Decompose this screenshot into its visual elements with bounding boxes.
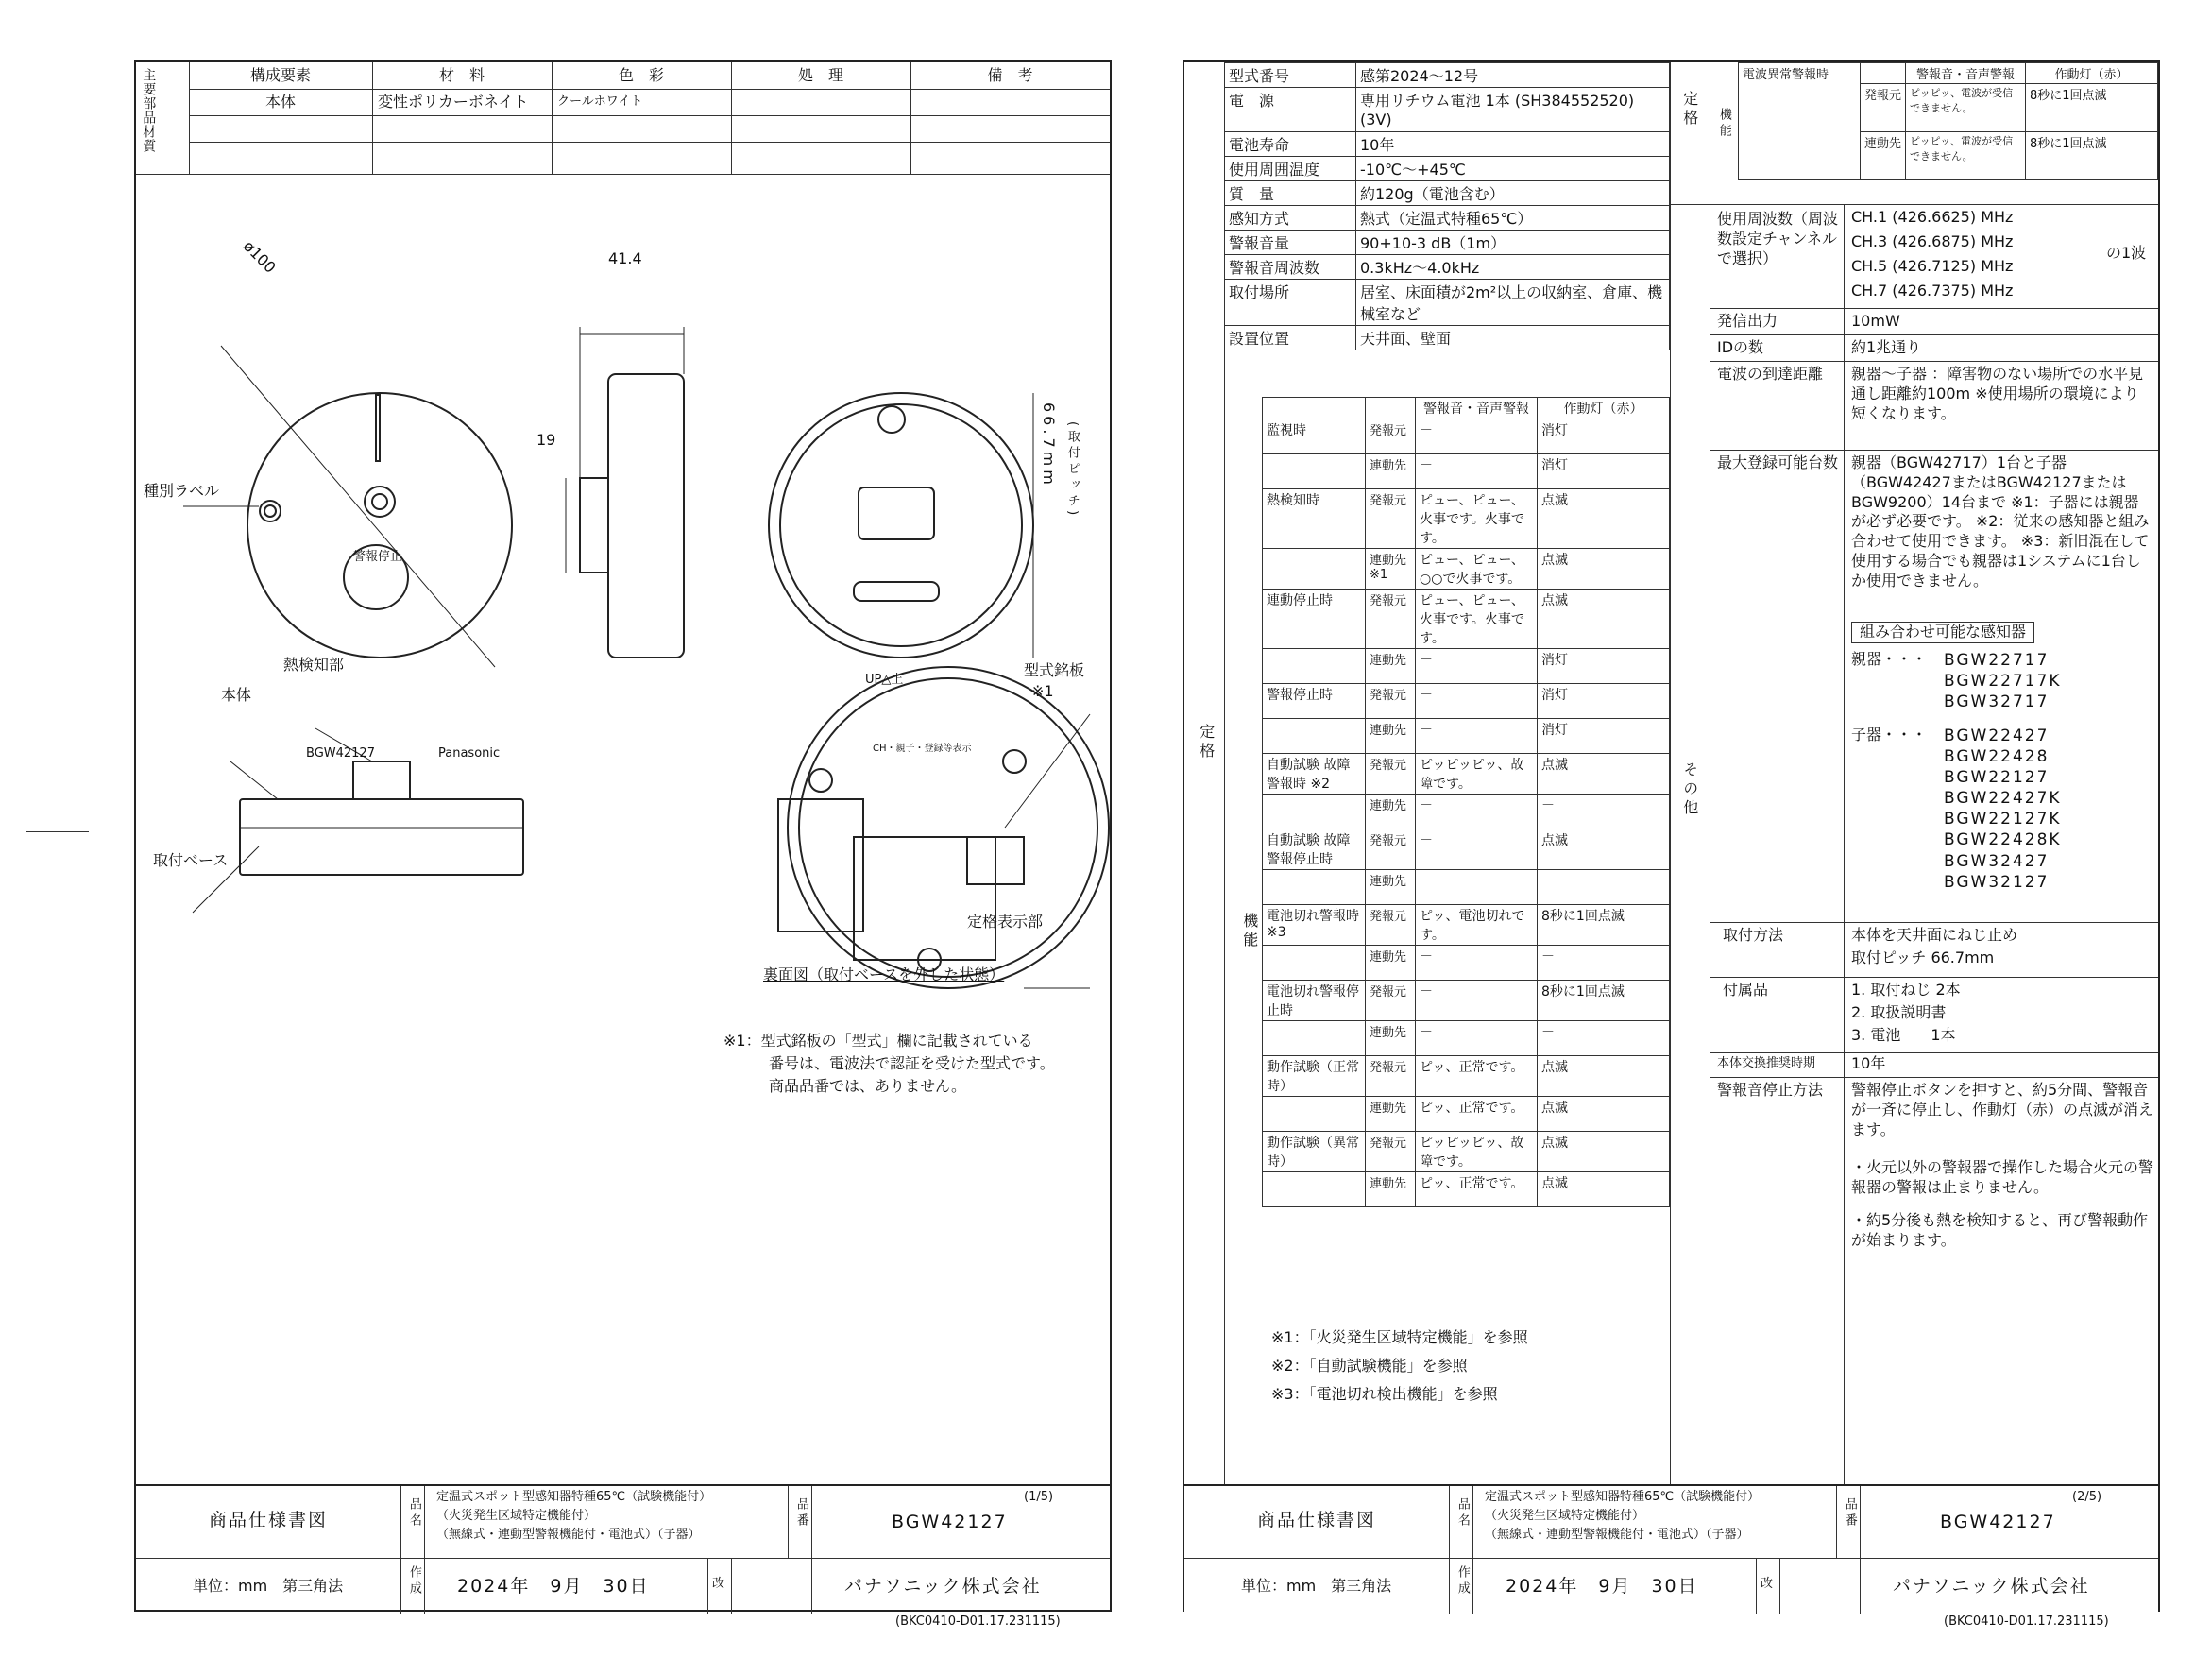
radio-alarm-table <box>1738 62 2158 180</box>
function-sound: ピュー、ピュー、火事です。火事です。 <box>1416 590 1538 649</box>
label-brand: Panasonic <box>438 746 501 761</box>
function-sound: ピッ、電池切れです。 <box>1416 905 1538 946</box>
other-label-1: 発信出力 <box>1717 312 1778 330</box>
row-label: 警報音周波数 <box>1225 255 1356 280</box>
function-name: 自動試験 故障警報停止時 <box>1263 829 1366 870</box>
function-role: 発報元 <box>1366 1056 1416 1097</box>
row-value: 専用リチウム電池 1本 (SH384552520)(3V) <box>1356 88 1670 132</box>
function-name: 自動試験 故障警報時 ※2 <box>1263 754 1366 795</box>
footer-date: 2024年 9月 30日 <box>1506 1576 1698 1597</box>
function-role: 発報元 <box>1366 1132 1416 1172</box>
footer-made-label: 作成 <box>406 1565 421 1598</box>
right-func-label: 機能 <box>1716 108 1731 140</box>
function-lamp: 8秒に1回点滅 <box>1538 905 1670 946</box>
parent-model: BGW22717K <box>1944 672 2062 692</box>
col-remarks: 備 考 <box>987 66 1033 84</box>
margin-mark <box>26 831 89 832</box>
footer-name-1: 定温式スポット型感知器特種65℃（試験機能付） <box>1485 1490 1761 1504</box>
combo-child: 子器・・・ <box>1851 726 1928 744</box>
function-name <box>1263 454 1366 489</box>
cell-body: 本体 <box>264 93 296 111</box>
function-sound: － <box>1416 795 1538 829</box>
replace-value: 10年 <box>1851 1054 1886 1072</box>
function-name <box>1263 549 1366 590</box>
function-role: 連動先 ※1 <box>1366 549 1416 590</box>
rear-view-outline <box>788 667 1109 988</box>
dim-width: 41.4 <box>608 249 642 267</box>
row-value: 天井面、壁面 <box>1356 326 1670 350</box>
note-line-2: 番号は、電波法で認証を受けた型式です。 <box>769 1054 1055 1072</box>
other-value-4: 親器（BGW42717）1台と子器（BGW42427またはBGW42127またはBGW9200）14台まで ※1：子器には親器が必ず必要です。 ※2：従来の感知器と組み合わせて使用できます。 ※3：新旧混在して使用する場合でも親器は1システムに1台しか使用できません。 <box>1851 453 2150 590</box>
row-label: 警報音量 <box>1225 231 1356 255</box>
function-sound: － <box>1416 946 1538 981</box>
material-side-label: 主要部品材質 <box>141 68 157 153</box>
function-role: 発報元 <box>1366 419 1416 454</box>
footer-date: 2024年 9月 30日 <box>457 1576 650 1597</box>
function-lamp: 点滅 <box>1538 754 1670 795</box>
row-value: 感第2024～12号 <box>1356 63 1670 88</box>
side-profile <box>240 799 523 875</box>
other-label-4: 最大登録可能台数 <box>1717 453 1839 471</box>
freq-3: CH.5 (426.7125) MHz <box>1851 257 2014 275</box>
function-name <box>1263 870 1366 905</box>
radio-dst-lamp: 8秒に1回点滅 <box>2026 132 2158 180</box>
mount-1: 本体を天井面にねじ止め <box>1851 926 2018 944</box>
child-model: BGW22127 <box>1944 768 2050 788</box>
col-component: 構成要素 <box>249 66 311 84</box>
fhead-sound: 警報音・音声警報 <box>1416 398 1538 419</box>
function-lamp: 消灯 <box>1538 719 1670 754</box>
function-role: 連動先 <box>1366 1097 1416 1132</box>
function-sound: － <box>1416 419 1538 454</box>
child-list <box>1944 726 2062 893</box>
footer-title: 商品仕様書図 <box>1256 1510 1376 1530</box>
function-role: 発報元 <box>1366 754 1416 795</box>
footer-made-label: 作成 <box>1455 1565 1470 1598</box>
spec-table <box>1224 62 1670 350</box>
function-role: 発報元 <box>1366 829 1416 870</box>
function-sound: － <box>1416 1021 1538 1056</box>
child-model: BGW22427 <box>1944 726 2050 745</box>
other-value-1: 10mW <box>1851 312 1900 330</box>
function-sound: ピュー、ピュー、火事です。火事です。 <box>1416 489 1538 549</box>
note-line-3: 商品品番では、ありません。 <box>769 1077 966 1095</box>
child-model: BGW22428 <box>1944 747 2050 767</box>
function-lamp: 点滅 <box>1538 829 1670 870</box>
col-material: 材 料 <box>438 66 485 84</box>
row-label: 感知方式 <box>1225 206 1356 231</box>
fhead-lamp: 作動灯（赤） <box>1538 398 1670 419</box>
footer-name-1: 定温式スポット型感知器特種65℃（試験機能付） <box>436 1490 712 1504</box>
function-name: 警報停止時 <box>1263 684 1366 719</box>
footer-unit: 単位：mm 第三角法 <box>1241 1577 1392 1595</box>
other-label-2: IDの数 <box>1717 338 1764 356</box>
other-value-2: 約1兆通り <box>1851 338 1922 356</box>
acc-2: 2. 取扱説明書 <box>1851 1003 1947 1021</box>
dim-diameter: ø100 <box>239 236 280 277</box>
function-lamp: 点滅 <box>1538 489 1670 549</box>
fnote-1: ※1：「火災発生区域特定機能」を参照 <box>1271 1328 1528 1346</box>
footer-page: (2/5) <box>2072 1490 2102 1504</box>
function-sound: ピッ、正常です。 <box>1416 1172 1538 1207</box>
dim-pitch-note: (取付ピッチ) <box>1064 421 1080 520</box>
row-value: 0.3kHz～4.0kHz <box>1356 255 1670 280</box>
function-role: 連動先 <box>1366 870 1416 905</box>
function-role: 発報元 <box>1366 489 1416 549</box>
footer-unit: 単位：mm 第三角法 <box>193 1577 344 1595</box>
title-block <box>136 1484 1110 1614</box>
parent-list <box>1944 650 2062 712</box>
function-lamp: 点滅 <box>1538 1097 1670 1132</box>
function-name <box>1263 719 1366 754</box>
function-lamp: － <box>1538 795 1670 829</box>
function-name: 電池切れ警報時 ※3 <box>1263 905 1366 946</box>
function-sound: － <box>1416 719 1538 754</box>
function-role: 連動先 <box>1366 946 1416 981</box>
sheet2-code: (BKC0410-D01.17.231115) <box>1944 1615 2109 1629</box>
footer-company: パナソニック株式会社 <box>1893 1576 2090 1597</box>
row-label: 設置位置 <box>1225 326 1356 350</box>
freq-2: CH.3 (426.6875) MHz <box>1851 232 2014 250</box>
radio-src: 発報元 <box>1861 84 1906 132</box>
cell-material: 変性ポリカーボネイト <box>378 93 529 111</box>
function-lamp: 点滅 <box>1538 1132 1670 1172</box>
function-name: 動作試験（正常時） <box>1263 1056 1366 1097</box>
sheet-spec <box>1183 60 2160 1612</box>
combo-parent: 親器・・・ <box>1851 650 1928 668</box>
child-model: BGW22428K <box>1944 830 2062 850</box>
function-sound: ピッ、正常です。 <box>1416 1097 1538 1132</box>
label-cert: 定格表示部 <box>967 913 1044 931</box>
radio-head-sound: 警報音・音声警報 <box>1906 63 2026 84</box>
freq-4: CH.7 (426.7375) MHz <box>1851 282 2014 299</box>
function-name <box>1263 946 1366 981</box>
row-label: 取付場所 <box>1225 280 1356 326</box>
stop-2: ・火元以外の警報器で操作した場合火元の警報器の警報は止まりません。 <box>1851 1158 2154 1196</box>
freq-wave: の1波 <box>2106 244 2147 262</box>
label-body: 本体 <box>221 686 252 704</box>
radio-dst: 連動先 <box>1861 132 1906 180</box>
function-name: 熱検知時 <box>1263 489 1366 549</box>
spec-right <box>1670 62 2158 1484</box>
footer-rev: 改 <box>1761 1577 1774 1591</box>
function-role: 連動先 <box>1366 1172 1416 1207</box>
footer-rev: 改 <box>712 1577 725 1591</box>
child-model: BGW22127K <box>1944 810 2062 829</box>
function-sound: ピッピッピッ、故障です。 <box>1416 1132 1538 1172</box>
function-name <box>1263 1021 1366 1056</box>
function-lamp: 消灯 <box>1538 684 1670 719</box>
label-stop: 警報停止 <box>353 550 403 564</box>
label-model-small: BGW42127 <box>306 746 375 761</box>
function-sound: － <box>1416 454 1538 489</box>
label-heat: 熱検知部 <box>283 656 345 674</box>
stop-1: 警報停止ボタンを押すと、約5分間、警報音が一斉に停止し、作動灯（赤）の点滅が消えます。 <box>1851 1081 2154 1138</box>
function-table <box>1262 397 1670 1207</box>
other-label-3: 電波の到達距離 <box>1717 365 1824 383</box>
replace-label: 本体交換推奨時期 <box>1717 1056 1816 1070</box>
footer-name-label: 品名 <box>1455 1497 1470 1530</box>
mount-2: 取付ピッチ 66.7mm <box>1851 949 1995 966</box>
label-plate: 型式銘板 <box>1024 661 1085 679</box>
row-value: -10℃～+45℃ <box>1356 157 1670 181</box>
label-type: 種別ラベル <box>144 482 220 500</box>
function-sound: ピッ、正常です。 <box>1416 1056 1538 1097</box>
function-sound: － <box>1416 870 1538 905</box>
function-lamp: － <box>1538 870 1670 905</box>
function-lamp: 点滅 <box>1538 590 1670 649</box>
function-name: 監視時 <box>1263 419 1366 454</box>
footer-name-2: （火災発生区域特定機能付） <box>1485 1509 1645 1523</box>
freq-1: CH.1 (426.6625) MHz <box>1851 208 2014 226</box>
footer-name-3: （無線式・連動型警報機能付・電池式）（子器） <box>436 1528 701 1542</box>
label-back: 裏面図（取付ベースを外した状態） <box>763 966 1005 983</box>
function-name: 電池切れ警報停止時 <box>1263 981 1366 1021</box>
rating-label: 定格 <box>1197 724 1216 761</box>
function-lamp: － <box>1538 946 1670 981</box>
function-lamp: 8秒に1回点滅 <box>1538 981 1670 1021</box>
parent-model: BGW22717 <box>1944 651 2050 670</box>
footer-name-2: （火災発生区域特定機能付） <box>436 1509 597 1523</box>
row-label: 電 源 <box>1225 88 1356 132</box>
dim-height: 19 <box>536 431 556 449</box>
acc-3: 3. 電池 1本 <box>1851 1026 1956 1044</box>
row-value: 約120g（電池含む） <box>1356 181 1670 206</box>
row-label: 電池寿命 <box>1225 132 1356 157</box>
function-sound: － <box>1416 981 1538 1021</box>
freq-label: 使用周波数（周波数設定チャンネルで選択） <box>1717 210 1839 267</box>
mount-label: 取付方法 <box>1723 926 1784 944</box>
slot <box>376 395 380 461</box>
function-role: 発報元 <box>1366 684 1416 719</box>
function-role: 連動先 <box>1366 454 1416 489</box>
function-name <box>1263 795 1366 829</box>
dim-pitch: 66.7mm <box>1039 402 1058 488</box>
row-value: 居室、床面積が2m²以上の収納室、倉庫、機械室など <box>1356 280 1670 326</box>
function-sound: － <box>1416 649 1538 684</box>
child-model: BGW32427 <box>1944 851 2050 871</box>
footer-name-label: 品名 <box>406 1497 421 1530</box>
radio-src-sound: ピッピッ、電波が受信できません。 <box>1906 84 2026 132</box>
footer-company: パナソニック株式会社 <box>844 1576 1042 1597</box>
function-role: 発報元 <box>1366 981 1416 1021</box>
function-lamp: － <box>1538 1021 1670 1056</box>
function-lamp: 消灯 <box>1538 649 1670 684</box>
function-lamp: 点滅 <box>1538 1172 1670 1207</box>
spec-left <box>1184 62 1671 1484</box>
function-name <box>1263 1097 1366 1132</box>
fnote-3: ※3：「電池切れ検出機能」を参照 <box>1271 1385 1498 1403</box>
label-ch: CH・親子・登録等表示 <box>873 744 972 754</box>
radio-src-lamp: 8秒に1回点滅 <box>2026 84 2158 132</box>
footer-num: BGW42127 <box>892 1512 1008 1532</box>
function-lamp: 消灯 <box>1538 419 1670 454</box>
function-role: 連動先 <box>1366 719 1416 754</box>
technical-drawing <box>136 176 1110 1385</box>
child-model: BGW32127 <box>1944 872 2050 892</box>
cell-color: クールホワイト <box>557 94 643 109</box>
function-sound: ピュー、ピュー、○○で火事です。 <box>1416 549 1538 590</box>
row-label: 使用周囲温度 <box>1225 157 1356 181</box>
row-label: 質 量 <box>1225 181 1356 206</box>
combo-title: 組み合わせ可能な感知器 <box>1851 622 2034 643</box>
material-table <box>136 62 1110 175</box>
sheet1-code: (BKC0410-D01.17.231115) <box>895 1615 1061 1629</box>
function-lamp: 消灯 <box>1538 454 1670 489</box>
row-value: 90+10-3 dB（1m） <box>1356 231 1670 255</box>
function-lamp: 点滅 <box>1538 549 1670 590</box>
col-treatment: 処 理 <box>797 66 843 84</box>
radio-dst-sound: ピッピッ、電波が受信できません。 <box>1906 132 2026 180</box>
other-value-3: 親器～子器 ：障害物のない場所での水平見通し距離約100m ※使用場所の環境により短くなります。 <box>1851 365 2144 422</box>
stop-label: 警報音停止方法 <box>1717 1081 1824 1099</box>
fnote-2: ※2：「自動試験機能」を参照 <box>1271 1357 1468 1375</box>
function-sound: － <box>1416 684 1538 719</box>
function-name: 連動停止時 <box>1263 590 1366 649</box>
rating-label-right: 定格 <box>1680 91 1699 128</box>
footer-name-3: （無線式・連動型警報機能付・電池式）（子器） <box>1485 1528 1749 1542</box>
radio-alarm-label: 電波異常警報時 <box>1739 63 1861 180</box>
footer-num: BGW42127 <box>1940 1512 2056 1532</box>
function-role: 発報元 <box>1366 905 1416 946</box>
footer-num-label: 品番 <box>793 1497 808 1530</box>
row-value: 10年 <box>1356 132 1670 157</box>
row-value: 熱式（定温式特種65℃） <box>1356 206 1670 231</box>
func-label: 機能 <box>1240 913 1259 950</box>
footer-page: (1/5) <box>1024 1490 1054 1504</box>
other-label: その他 <box>1680 761 1699 818</box>
label-plate-mark: ※1 <box>1031 682 1054 700</box>
child-model: BGW22427K <box>1944 789 2062 809</box>
function-name: 動作試験（異常時） <box>1263 1132 1366 1172</box>
row-label: 型式番号 <box>1225 63 1356 88</box>
footer-num-label: 品番 <box>1842 1497 1857 1530</box>
acc-label: 付属品 <box>1723 981 1769 999</box>
function-name <box>1263 1172 1366 1207</box>
title-block-2 <box>1184 1484 2158 1614</box>
function-role: 発報元 <box>1366 590 1416 649</box>
acc-1: 1. 取付ねじ 2本 <box>1851 981 1961 999</box>
function-role: 連動先 <box>1366 795 1416 829</box>
function-role: 連動先 <box>1366 649 1416 684</box>
function-sound: ピッピッピッ、故障です。 <box>1416 754 1538 795</box>
footer-title: 商品仕様書図 <box>208 1510 328 1530</box>
function-sound: － <box>1416 829 1538 870</box>
note-line-1: ※1：型式銘板の「型式」欄に記載されている <box>723 1032 1033 1050</box>
sheet-drawing <box>134 60 1112 1612</box>
radio-head-lamp: 作動灯（赤） <box>2026 63 2158 84</box>
label-up: UP△上 <box>865 673 904 687</box>
function-role: 連動先 <box>1366 1021 1416 1056</box>
function-lamp: 点滅 <box>1538 1056 1670 1097</box>
function-name <box>1263 649 1366 684</box>
parent-model: BGW32717 <box>1944 692 2050 712</box>
stop-3: ・約5分後も熱を検知すると、再び警報動作が始まります。 <box>1851 1211 2149 1249</box>
label-base: 取付ベース <box>153 851 229 869</box>
col-color: 色 彩 <box>618 66 664 84</box>
